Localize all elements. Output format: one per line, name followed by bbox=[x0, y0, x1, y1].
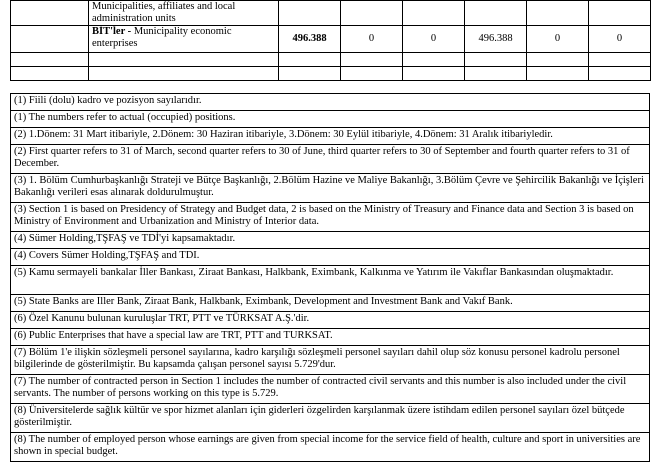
footnote-8-en: (8) The number of employed person whose earnings are given from special income for the service field of health, culture and sport in universities are shown in special budget. bbox=[11, 433, 650, 462]
table-cell bbox=[341, 1, 403, 26]
table-cell bbox=[279, 1, 341, 26]
table-cell bbox=[589, 1, 651, 26]
table-cell bbox=[465, 53, 527, 67]
row-label-bold: BİT'ler - bbox=[92, 26, 132, 37]
empty-cell bbox=[11, 1, 89, 26]
table-cell bbox=[589, 67, 651, 81]
row-label bbox=[89, 53, 279, 67]
footnote-2-tr: (2) 1.Dönem: 31 Mart itibariyle, 2.Dönem: 30 Haziran itibariyle, 3.Dönem: 30 Eylül itibariyle, 4.Dönem: 31 Aralık itibariyledir. bbox=[11, 128, 650, 145]
statistics-sheet bbox=[10, 0, 650, 462]
footnote-5-tr: (5) Kamu sermayeli bankalar İller Bankası, Ziraat Bankası, Halkbank, Eximbank, Kalkınma ve Yatırım ile Vakıflar Bankasından oluşmaktadır. bbox=[11, 266, 650, 295]
row-label-text: Municipality economic enterprises bbox=[92, 26, 232, 49]
footnote-1-en: (1) The numbers refer to actual (occupied) positions. bbox=[11, 111, 650, 128]
table-cell: 496.388 bbox=[279, 26, 341, 53]
table-cell bbox=[279, 67, 341, 81]
footnote-2-en: (2) First quarter refers to 31 of March, second quarter refers to 30 of June, third quarter refers to 30 of September and fourth quarter refers to 31 of December. bbox=[11, 145, 650, 174]
table-row bbox=[11, 26, 651, 53]
table-row bbox=[11, 53, 651, 67]
table-cell bbox=[279, 53, 341, 67]
footnote-7-en: (7) The number of contracted person in Section 1 includes the number of contracted civil servants and this number is also included under the civil servants. The number of persons working on this type is 5.729. bbox=[11, 375, 650, 404]
footnote-5-en: (5) State Banks are Iller Bank, Ziraat Bank, Halkbank, Eximbank, Development and Investment Bank and Vakıf Bank. bbox=[11, 295, 650, 312]
footnote-7-tr: (7) Bölüm 1'e ilişkin sözleşmeli personel sayılarına, kadro karşılığı sözleşmeli personel sayıları dahil olup söz konusu personel kadrolu personel bilgilerinde de gösterilmiştir. Bu kapsamda çalışan personel sayısı 5.729'dur. bbox=[11, 346, 650, 375]
table-cell bbox=[527, 53, 589, 67]
table-cell: 0 bbox=[341, 26, 403, 53]
data-table bbox=[10, 0, 651, 81]
table-cell: 0 bbox=[589, 26, 651, 53]
footnote-3-en: (3) Section 1 is based on Presidency of Strategy and Budget data, 2 is based on the Ministry of Treasury and Finance data and Section 3 is based on Ministry of Environment and Urbanization and Ministry of Interior data. bbox=[11, 203, 650, 232]
table-cell bbox=[527, 67, 589, 81]
footnotes-table bbox=[10, 93, 650, 462]
table-cell bbox=[403, 67, 465, 81]
row-label bbox=[89, 67, 279, 81]
footnote-6-tr: (6) Özel Kanunu bulunan kuruluşlar TRT, PTT ve TÜRKSAT A.Ş.'dir. bbox=[11, 312, 650, 329]
footnote-3-tr: (3) 1. Bölüm Cumhurbaşkanlığı Strateji ve Bütçe Başkanlığı, 2.Bölüm Hazine ve Maliye Bakanlığı, 3.Bölüm Çevre ve Şehircilik Bakanlığı ve İçişleri Bakanlığı verileri esas alınarak doldurulmuştur. bbox=[11, 174, 650, 203]
table-cell: 0 bbox=[403, 26, 465, 53]
table-row bbox=[11, 1, 651, 26]
table-cell bbox=[589, 53, 651, 67]
footnote-1-tr: (1) Fiili (dolu) kadro ve pozisyon sayılarıdır. bbox=[11, 94, 650, 111]
empty-cell bbox=[11, 53, 89, 67]
table-cell bbox=[465, 1, 527, 26]
footnote-8-tr: (8) Üniversitelerde sağlık kültür ve spor hizmet alanları için giderleri özgelirden karşılanmak üzere istihdam edilen personel sayıları özel bütçede gösterilmiştir. bbox=[11, 404, 650, 433]
spacer bbox=[10, 81, 650, 93]
row-label bbox=[89, 26, 279, 53]
footnote-4-tr: (4) Sümer Holding,TŞFAŞ ve TDİ'yi kapsamaktadır. bbox=[11, 232, 650, 249]
table-cell bbox=[341, 67, 403, 81]
table-cell bbox=[403, 1, 465, 26]
row-label bbox=[89, 1, 279, 26]
table-cell bbox=[465, 67, 527, 81]
footnote-6-en: (6) Public Enterprises that have a special law are TRT, PTT and TURKSAT. bbox=[11, 329, 650, 346]
footnote-4-en: (4) Covers Sümer Holding,TŞFAŞ and TDI. bbox=[11, 249, 650, 266]
table-cell bbox=[527, 1, 589, 26]
empty-cell bbox=[11, 26, 89, 53]
table-row bbox=[11, 67, 651, 81]
table-cell bbox=[341, 53, 403, 67]
table-cell: 496.388 bbox=[465, 26, 527, 53]
row-label-text: Municipalities, affiliates and local administration units bbox=[92, 1, 236, 24]
table-cell bbox=[403, 53, 465, 67]
empty-cell bbox=[11, 67, 89, 81]
table-cell: 0 bbox=[527, 26, 589, 53]
